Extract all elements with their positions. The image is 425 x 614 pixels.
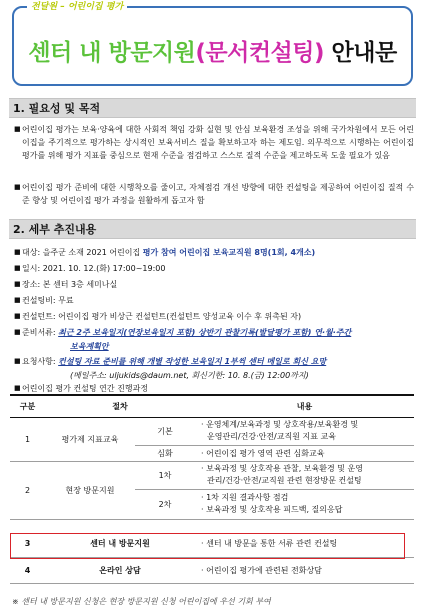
target-highlight: 평가 참여 어린이집 보육교직원 8명(1회, 4개소) [142, 248, 316, 257]
item-target: ■ 대상: 을주군 소재 2021 어린이집 평가 참여 어린이집 보육교직원 8명(1회, 4개소) [14, 248, 316, 257]
bullet-icon: ■ [14, 125, 21, 133]
col-header-content: 내용 [195, 395, 414, 417]
section-1-heading: 1. 필요성 및 목적 [9, 98, 416, 118]
bullet-icon: ■ [14, 328, 21, 336]
bullet-icon: ■ [14, 248, 21, 256]
title-banner [12, 2, 413, 86]
bullet-icon: ■ [14, 183, 21, 191]
highlight-box [10, 533, 405, 559]
footnote: ※ 센터 내 방문지원 신청은 현장 방문지원 신청 어린이집에 우선 기회 부여 [12, 597, 271, 606]
item-schedule-title: ■ 어린이집 평가 컨설팅 연간 진행과정 [14, 384, 149, 393]
bullet-icon: ■ [14, 357, 21, 365]
table-row: 2차 · 1차 지원 결과사항 점검 · 보육과정 및 상호작용 피드백, 질의응답 [10, 489, 414, 519]
title-part-2: (문서컨설팅) [195, 40, 324, 66]
section-2-heading: 2. 세부 추진내용 [9, 219, 416, 239]
section-1-bullet-2: ■ 어린이집 평가 준비에 대한 시행착오를 줄이고, 자체점검 개선 방향에 대한 컨설팅을 제공하여 어린이집 질적 수준 향상 및 어린이집 평가 과정을 원활하게 돕고자 함 [14, 183, 414, 205]
table-row: 심화 · 어린이집 평가 영역 관련 심화교육 [10, 445, 414, 461]
item-prep-continued: 보육계획안 [70, 342, 109, 351]
item-fee: ■ 컨설팅비: 무료 [14, 296, 74, 305]
bullet-icon: ■ [14, 280, 21, 288]
table-row-highlighted: 3 센터 내 방문지원 · 센터 내 방문을 통한 서류 관련 컨설팅 [10, 531, 414, 557]
table-row: 1 평가제 지표교육 기본 · 운영체계/보육과정 및 상호작용/보육환경 및 운영관리/건강·안전/교직원 지표 교육 [10, 417, 414, 445]
bullet-icon: ■ [14, 312, 21, 320]
bullet-icon: ■ [14, 264, 21, 272]
item-consultant: ■ 컨설턴트: 어린이집 평가 비상근 컨설턴트(컨설턴트 양성교육 이수 후 위촉된 자) [14, 312, 302, 321]
table-row: 2 현장 방문지원 1차 · 보육과정 및 상호작용 관찰, 보육환경 및 운영 관리/건강·안전/교직원 관련 현장방문 컨설팅 [10, 461, 414, 489]
item-apply-email: (메일주소: uljukids@daum.net, 회신기한: 10. 8.(금) 12:00까지) [70, 371, 309, 380]
bullet-icon: ■ [14, 384, 21, 392]
title-part-1: 센터 내 방문지원 [28, 40, 196, 66]
col-header-category: 구분 [10, 395, 45, 417]
item-apply: ■ 요청사항: 컨설팅 자료 준비를 위해 개별 작성한 보육일지 1부씩 센터 메일로 회신 요망 [14, 357, 327, 366]
title-part-3: 안내문 [324, 40, 397, 66]
item-prep: ■ 준비서류: 최근 2주 보육일지(연장보육일지 포함) 상반기 관찰기록(발달평가 포함) 연·월·주간 [14, 328, 352, 337]
table-header-row [10, 395, 414, 417]
section-1-bullet-1: ■ 어린이집 평가는 보육·양육에 대한 사회적 책임 강화 실현 및 안심 보육환경 조성을 위해 국가차원에서 모든 어린이집을 주기적으로 평가하는 상시적인 보육서비스 질을 확보하고자 하는 제도임. 의무적으로 시행하는 어린이집 평가를 위해 평가 지표를 중심으로 현재 수준을 점검하고 스스로 질적 수준을 제고하도록 도울 필요가 있음 [14, 125, 414, 160]
table-row: 4 온라인 상담 · 어린이집 평가에 관련된 전화상담 [10, 557, 414, 583]
page-title [14, 34, 411, 67]
bullet-icon: ■ [14, 296, 21, 304]
table-row [10, 519, 414, 531]
banner-subtitle: 전달원 – 어린이집 평가 [27, 0, 127, 12]
item-place: ■ 장소: 본 센터 3층 세미나실 [14, 280, 118, 289]
item-date: ■ 일시: 2021. 10. 12.(화) 17:00~19:00 [14, 264, 166, 273]
col-header-procedure: 절차 [45, 395, 195, 417]
